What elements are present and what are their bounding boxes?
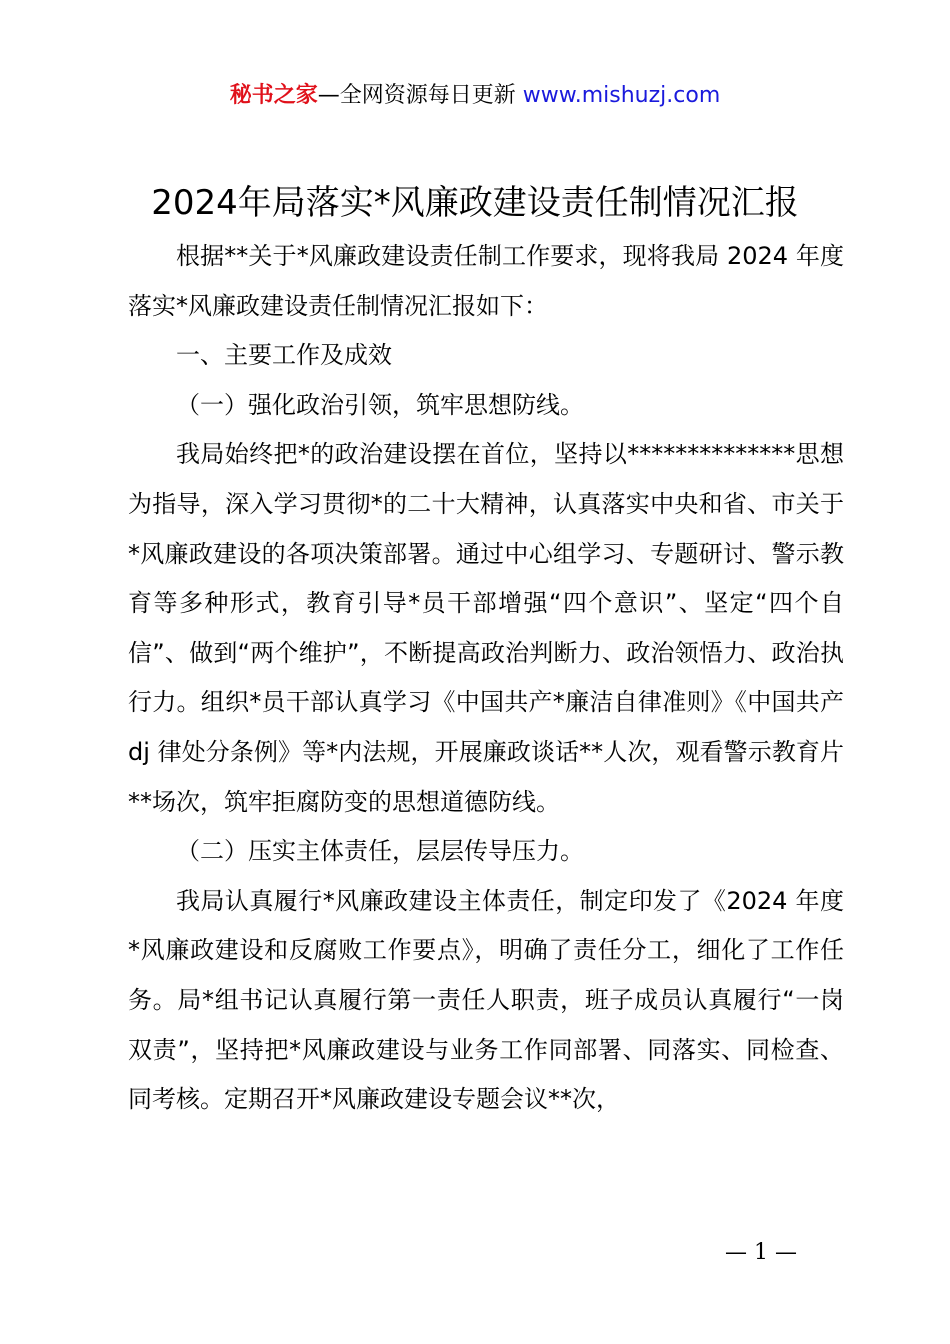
- document-title: 2024年局落实*风廉政建设责任制情况汇报: [151, 183, 799, 223]
- subsection-heading: （一）强化政治引领，筑牢思想防线。: [176, 390, 584, 419]
- body-paragraph: 我局认真履行*风廉政建设主体责任，制定印发了《2024 年度*风廉政建设和反腐败工作要点》，明确了责任分工，细化了工作任务。局*组书记认真履行第一责任人职责，班子成员认真履行“一岗双责”，坚持把*风廉政建设与业务工作同部署、同落实、同检查、同考核。定期召开*风廉政建设专题会议**次，: [128, 886, 844, 1114]
- site-header: [0, 80, 950, 112]
- header-brand: 秘书之家: [229, 83, 318, 108]
- header-tagline: —全网资源每日更新: [317, 83, 516, 108]
- intro-paragraph: 根据**关于*风廉政建设责任制工作要求，现将我局 2024 年度落实*风廉政建设责任制情况汇报如下：: [128, 242, 844, 320]
- header-site-link[interactable]: www.mishuzj.com: [522, 83, 721, 108]
- subsection-heading: （二）压实主体责任，层层传导压力。: [176, 837, 584, 866]
- section-heading: 一、主要工作及成效: [176, 341, 392, 370]
- page-number: — 1 —: [725, 1240, 797, 1265]
- document-body: [128, 232, 844, 1125]
- body-paragraph: 我局始终把*的政治建设摆在首位，坚持以**************思想为指导，深入学习贯彻*的二十大精神，认真落实中央和省、市关于*风廉政建设的各项决策部署。通过中心组学习、专题研讨、警示教育等多种形式，教育引导*员干部增强“四个意识”、坚定“四个自信”、做到“两个维护”，不断提高政治判断力、政治领悟力、政治执行力。组织*员干部认真学习《中国共产*廉洁自律准则》《中国共产 dj 律处分条例》等*内法规，开展廉政谈话**人次，观看警示教育片**场次，筑牢拒腐防变的思想道德防线。: [128, 440, 844, 816]
